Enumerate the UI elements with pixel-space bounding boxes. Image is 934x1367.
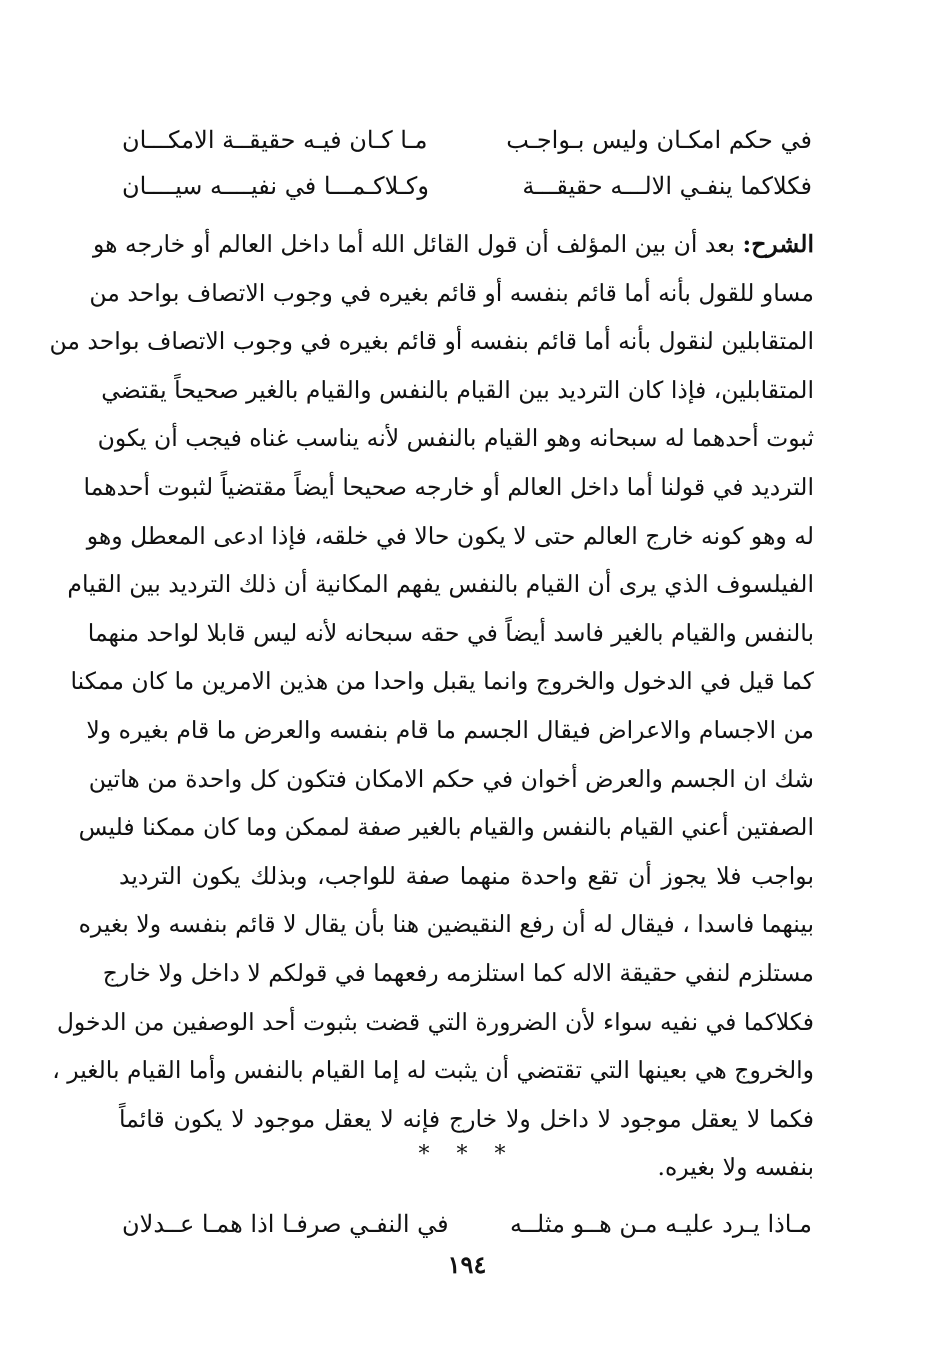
poem-verse xyxy=(122,1204,812,1244)
verse-first-hemistich: في حكم امكـان وليس بـواجـب xyxy=(506,126,812,154)
commentary-line: بينهما فاسدا ، فيقال له أن رفع النقيضين هنا بأن يقال لا قائم بنفسه ولا بغيره xyxy=(78,910,814,939)
verse-first-hemistich: فكلاكما ينفـي الالـــه حقيقـــة xyxy=(522,172,812,200)
commentary-line: له وهو كونه خارج العالم حتى لا يكون حالا في خلقه، فإذا ادعى المعطل وهو xyxy=(86,521,814,550)
poem-verse xyxy=(122,166,812,206)
commentary-line: كما قيل في الدخول والخروج وانما يقبل واحدا من هذين الامرين ما كان ممكنا xyxy=(70,667,814,696)
section-separator: * * * xyxy=(418,1142,516,1167)
commentary-line: المتقابلين لنقول بأنه أما قائم بنفسه أو قائم بغيره في وجوب الاتصاف بواحد من xyxy=(49,327,814,356)
page-number: ١٩٤ xyxy=(447,1250,487,1279)
commentary-line: الصفتين أعني القيام بالنفس والقيام بالغير صفة لممكن وما كان ممكنا فليس xyxy=(78,813,814,842)
commentary-line: الترديد في قولنا أما داخل العالم أو خارجه صحيحا أيضاً مقتضياً لثبوت أحدهما xyxy=(83,472,814,501)
commentary-first-line-text: بعد أن بين المؤلف أن قول القائل الله أما داخل العالم أو خارجه هو xyxy=(92,230,736,258)
commentary-line: مستلزم لنفي حقيقة الاله كما استلزمه رفعهما في قولكم لا داخل ولا خارج xyxy=(102,958,814,987)
commentary-line: مساو للقول بأنه أما قائم بنفسه أو قائم بغيره في وجوب الاتصاف بواحد من xyxy=(89,278,814,307)
commentary-line: ثبوت أحدهما له سبحانه وهو القيام بالنفس لأنه يناسب غناه فيجب أن يكون xyxy=(97,424,814,453)
commentary-line xyxy=(92,220,814,269)
commentary-line: بالنفس والقيام بالغير فاسد أيضاً في حقه سبحانه لأنه ليس قابلا لواحد منهما xyxy=(87,618,814,647)
commentary-line: فكما لا يعقل موجود لا داخل ولا خارج فإنه لا يعقل موجود لا يكون قائماً xyxy=(119,1104,814,1133)
verse-second-hemistich: في النفـي صرفـا اذا همـا عــدلان xyxy=(122,1210,449,1238)
commentary-line: والخروج هي بعينها التي تقتضي أن يثبت له إما القيام بالنفس وأما القيام بالغير ، xyxy=(52,1056,814,1085)
commentary-line: من الاجسام والاعراض فيقال الجسم ما قام بنفسه والعرض ما قام بغيره ولا xyxy=(86,715,814,744)
commentary-label: الشرح: xyxy=(742,230,814,258)
verse-second-hemistich: وكـلاكـمـــا في نفيــــه سيــــان xyxy=(122,172,429,200)
commentary-line: شك ان الجسم والعرض أخوان في حكم الامكان فتكون كل واحدة من هاتين xyxy=(88,764,814,793)
commentary-paragraph xyxy=(49,220,814,1192)
poem-verse xyxy=(122,120,812,160)
commentary-line: بواجب فلا يجوز أن تقع واحدة منهما صفة للواجب، وبذلك يكون الترديد xyxy=(119,861,814,890)
commentary-line: الفيلسوف الذي يرى أن القيام بالنفس يفهم المكانية أن ذلك الترديد بين القيام xyxy=(67,570,814,599)
verse-first-hemistich: مـاذا يـرد عليـه مـن هــو مثلــه xyxy=(510,1210,812,1238)
commentary-line: المتقابلين، فإذا كان الترديد بين القيام بالنفس والقيام بالغير صحيحاً يقتضي xyxy=(101,375,814,404)
verse-second-hemistich: مـا كـان فيـه حقيقــة الامكـــان xyxy=(122,126,428,154)
commentary-line: بنفسه ولا بغيره. xyxy=(657,1153,814,1182)
commentary-line: فكلاكما في نفيه سواء لأن الضرورة التي قضت بثبوت أحد الوصفين من الدخول xyxy=(56,1007,814,1036)
